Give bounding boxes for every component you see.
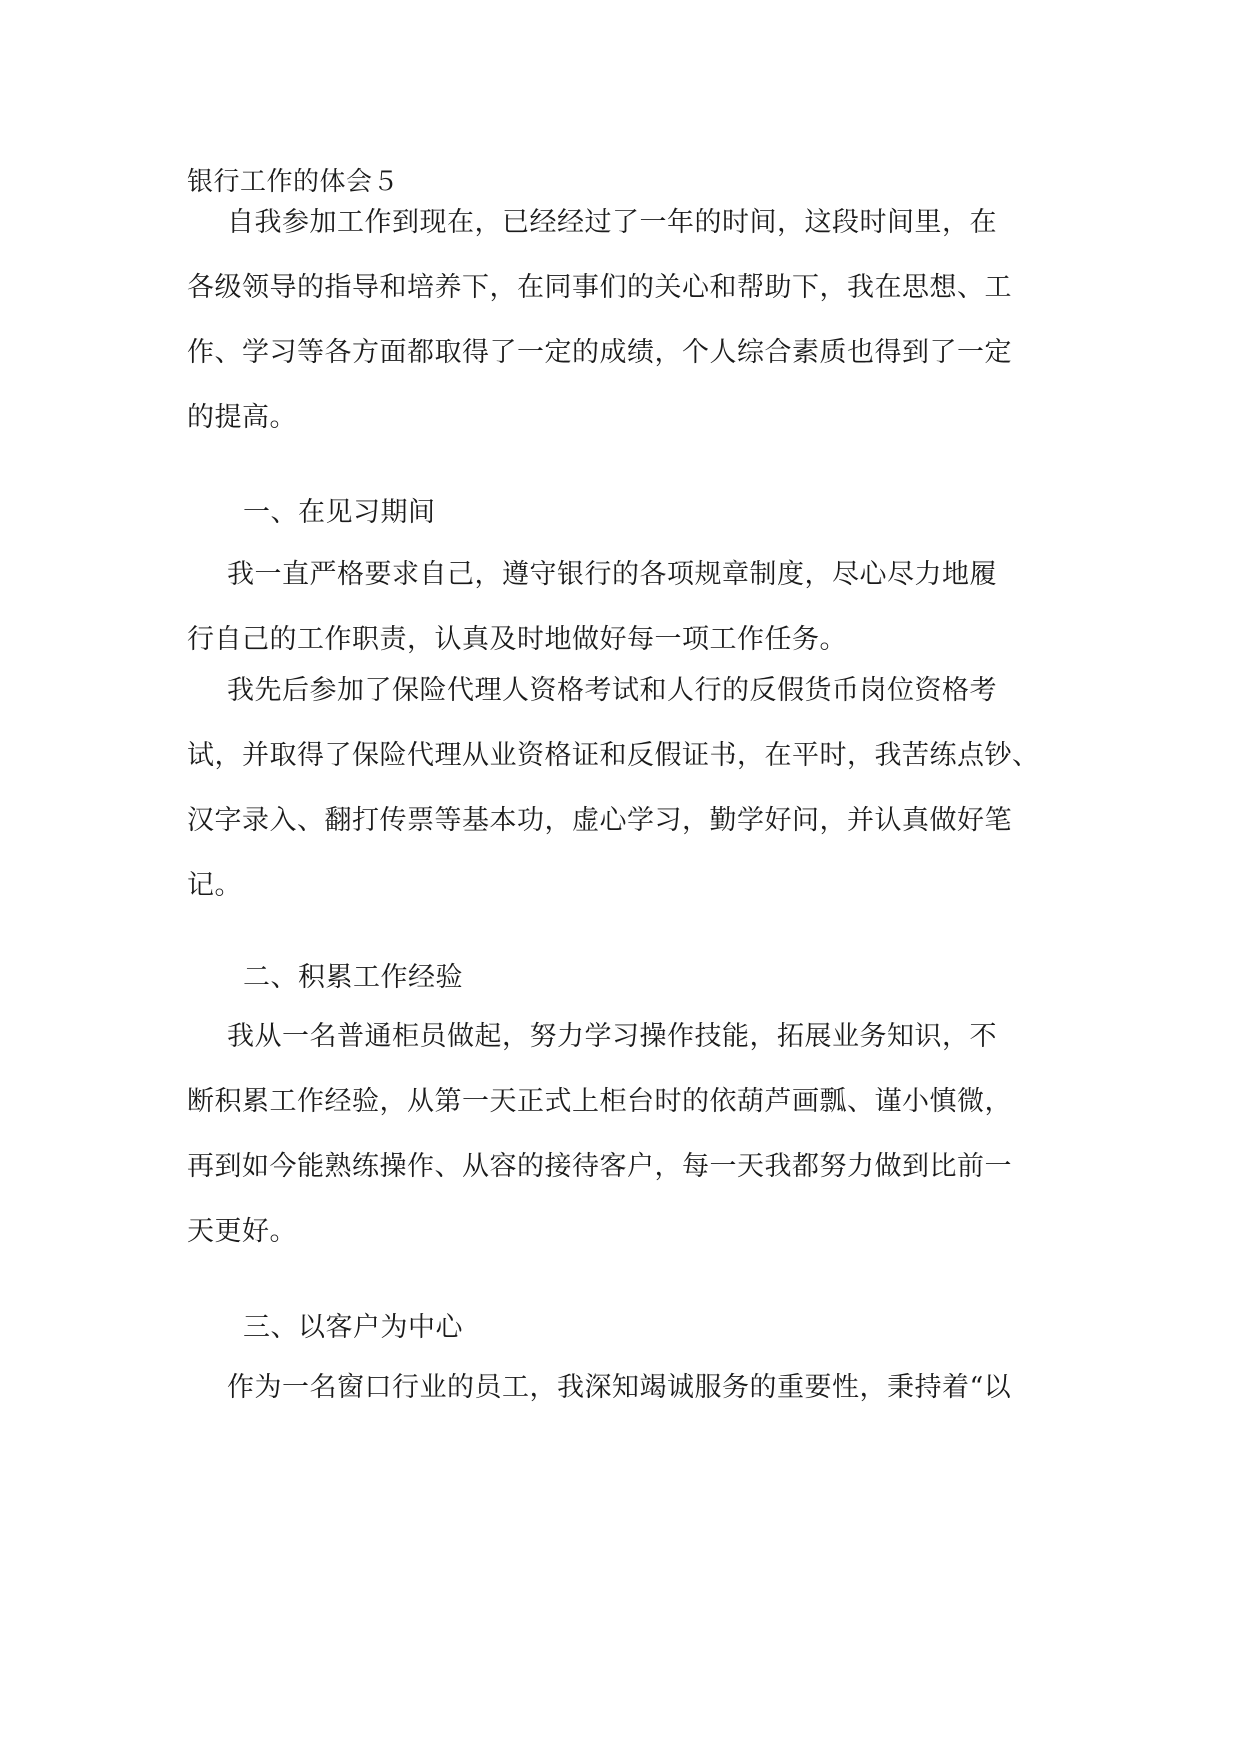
paragraph-line: 我先后参加了保险代理人资格考试和人行的反假货币岗位资格考 (227, 675, 997, 706)
paragraph-line: 各级领导的指导和培养下，在同事们的关心和帮助下，我在思想、工 (187, 272, 1012, 303)
section-heading-text: 二、积累工作经验 (243, 962, 463, 993)
section-heading-text: 一、在见习期间 (243, 497, 436, 528)
paragraph-line: 的提高。 (187, 402, 297, 433)
section-heading-2 (243, 945, 1123, 1010)
paragraph-line: 我一直严格要求自己，遵守银行的各项规章制度，尽心尽力地履 (227, 559, 997, 590)
section-heading-text: 三、以客户为中心 (243, 1312, 463, 1343)
paragraph-customer (187, 1355, 1087, 1420)
paragraph-line: 自我参加工作到现在，已经经过了一年的时间，这段时间里，在 (227, 207, 997, 238)
paragraph-internship (187, 542, 1067, 672)
section-heading-3 (243, 1295, 1123, 1360)
paragraph-experience (187, 1004, 1067, 1264)
paragraph-line: 作、学习等各方面都取得了一定的成绩，个人综合素质也得到了一定 (187, 337, 1012, 368)
paragraph-qualifications (187, 658, 1067, 918)
paragraph-line: 我从一名普通柜员做起，努力学习操作技能，拓展业务知识，不 (227, 1021, 997, 1052)
document-title-text: 银行工作的体会５ (187, 167, 400, 197)
paragraph-intro (187, 190, 1067, 450)
paragraph-line: 汉字录入、翻打传票等基本功，虚心学习，勤学好问，并认真做好笔 (187, 805, 1012, 836)
paragraph-line: 记。 (187, 870, 242, 901)
section-heading-1 (243, 480, 1123, 545)
paragraph-line: 断积累工作经验，从第一天正式上柜台时的依葫芦画瓢、谨小慎微， (187, 1086, 1012, 1117)
paragraph-line: 试，并取得了保险代理从业资格证和反假证书，在平时，我苦练点钞、 (187, 740, 1040, 771)
paragraph-line: 作为一名窗口行业的员工，我深知竭诚服务的重要性，秉持着“以 (227, 1372, 1012, 1403)
paragraph-line: 行自己的工作职责，认真及时地做好每一项工作任务。 (187, 624, 847, 655)
paragraph-line: 天更好。 (187, 1216, 297, 1247)
paragraph-line: 再到如今能熟练操作、从容的接待客户，每一天我都努力做到比前一 (187, 1151, 1012, 1182)
